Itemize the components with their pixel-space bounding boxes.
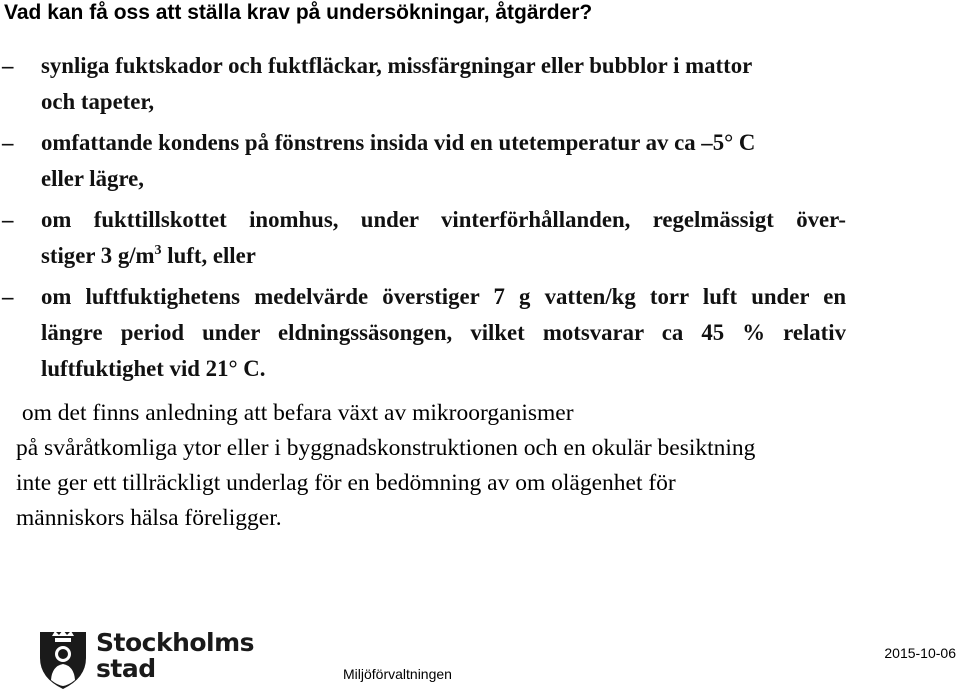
logo-wordmark — [96, 630, 254, 682]
criterion-line: omfattande kondens på fönstrens insida vid en utetemperatur av ca –5° C — [41, 130, 756, 155]
body-line: människors hälsa föreligger. — [16, 505, 282, 531]
list-dash: – — [2, 284, 14, 309]
body-paragraph — [16, 396, 946, 536]
criterion-line: synliga fuktskador och fuktfläckar, missfärgningar eller bubblor i mattor — [41, 53, 753, 78]
criterion-line: eller lägre, — [41, 166, 144, 191]
criterion-line — [41, 238, 870, 274]
criterion-text: luft, eller — [161, 243, 256, 268]
list-dash: – — [2, 207, 14, 232]
criterion-item — [0, 202, 870, 274]
criterion-text: stiger 3 g/m — [41, 243, 155, 268]
stockholms-stad-logo — [38, 628, 255, 690]
criteria-list — [0, 48, 870, 387]
list-dash: – — [2, 53, 14, 78]
criterion-line: om fukttillskottet inomhus, under vinterförhållanden, regelmässigt över- — [41, 207, 846, 232]
body-line: på svåråtkomliga ytor eller i byggnadskonstruktionen och en okulär besiktning — [16, 435, 756, 461]
department-name: Miljöförvaltningen — [343, 666, 452, 682]
page-title: Vad kan få oss att ställa krav på undersökningar, åtgärder? — [4, 1, 593, 24]
criterion-item — [0, 125, 870, 197]
criterion-line: om luftfuktighetens medelvärde överstiger 7 g vatten/kg torr luft under en — [41, 284, 846, 309]
logo-line: stad — [96, 654, 156, 683]
criterion-item — [0, 279, 870, 387]
criterion-line: och tapeter, — [41, 89, 155, 114]
list-dash: – — [2, 130, 14, 155]
criterion-line: luftfuktighet vid 21° C. — [41, 356, 266, 381]
superscript-3: 3 — [154, 243, 162, 258]
city-crest-icon — [38, 628, 88, 690]
criterion-line: längre period under eldningssäsongen, vilket motsvarar ca 45 % relativ — [41, 320, 846, 345]
criterion-item — [0, 48, 870, 120]
slide-date: 2015-10-06 — [884, 645, 956, 661]
body-line: om det finns anledning att befara växt av mikroorganismer — [16, 400, 574, 426]
body-line: inte ger ett tillräckligt underlag för en bedömning av om olägenhet för — [16, 470, 676, 496]
logo-line: Stockholms — [96, 628, 255, 657]
